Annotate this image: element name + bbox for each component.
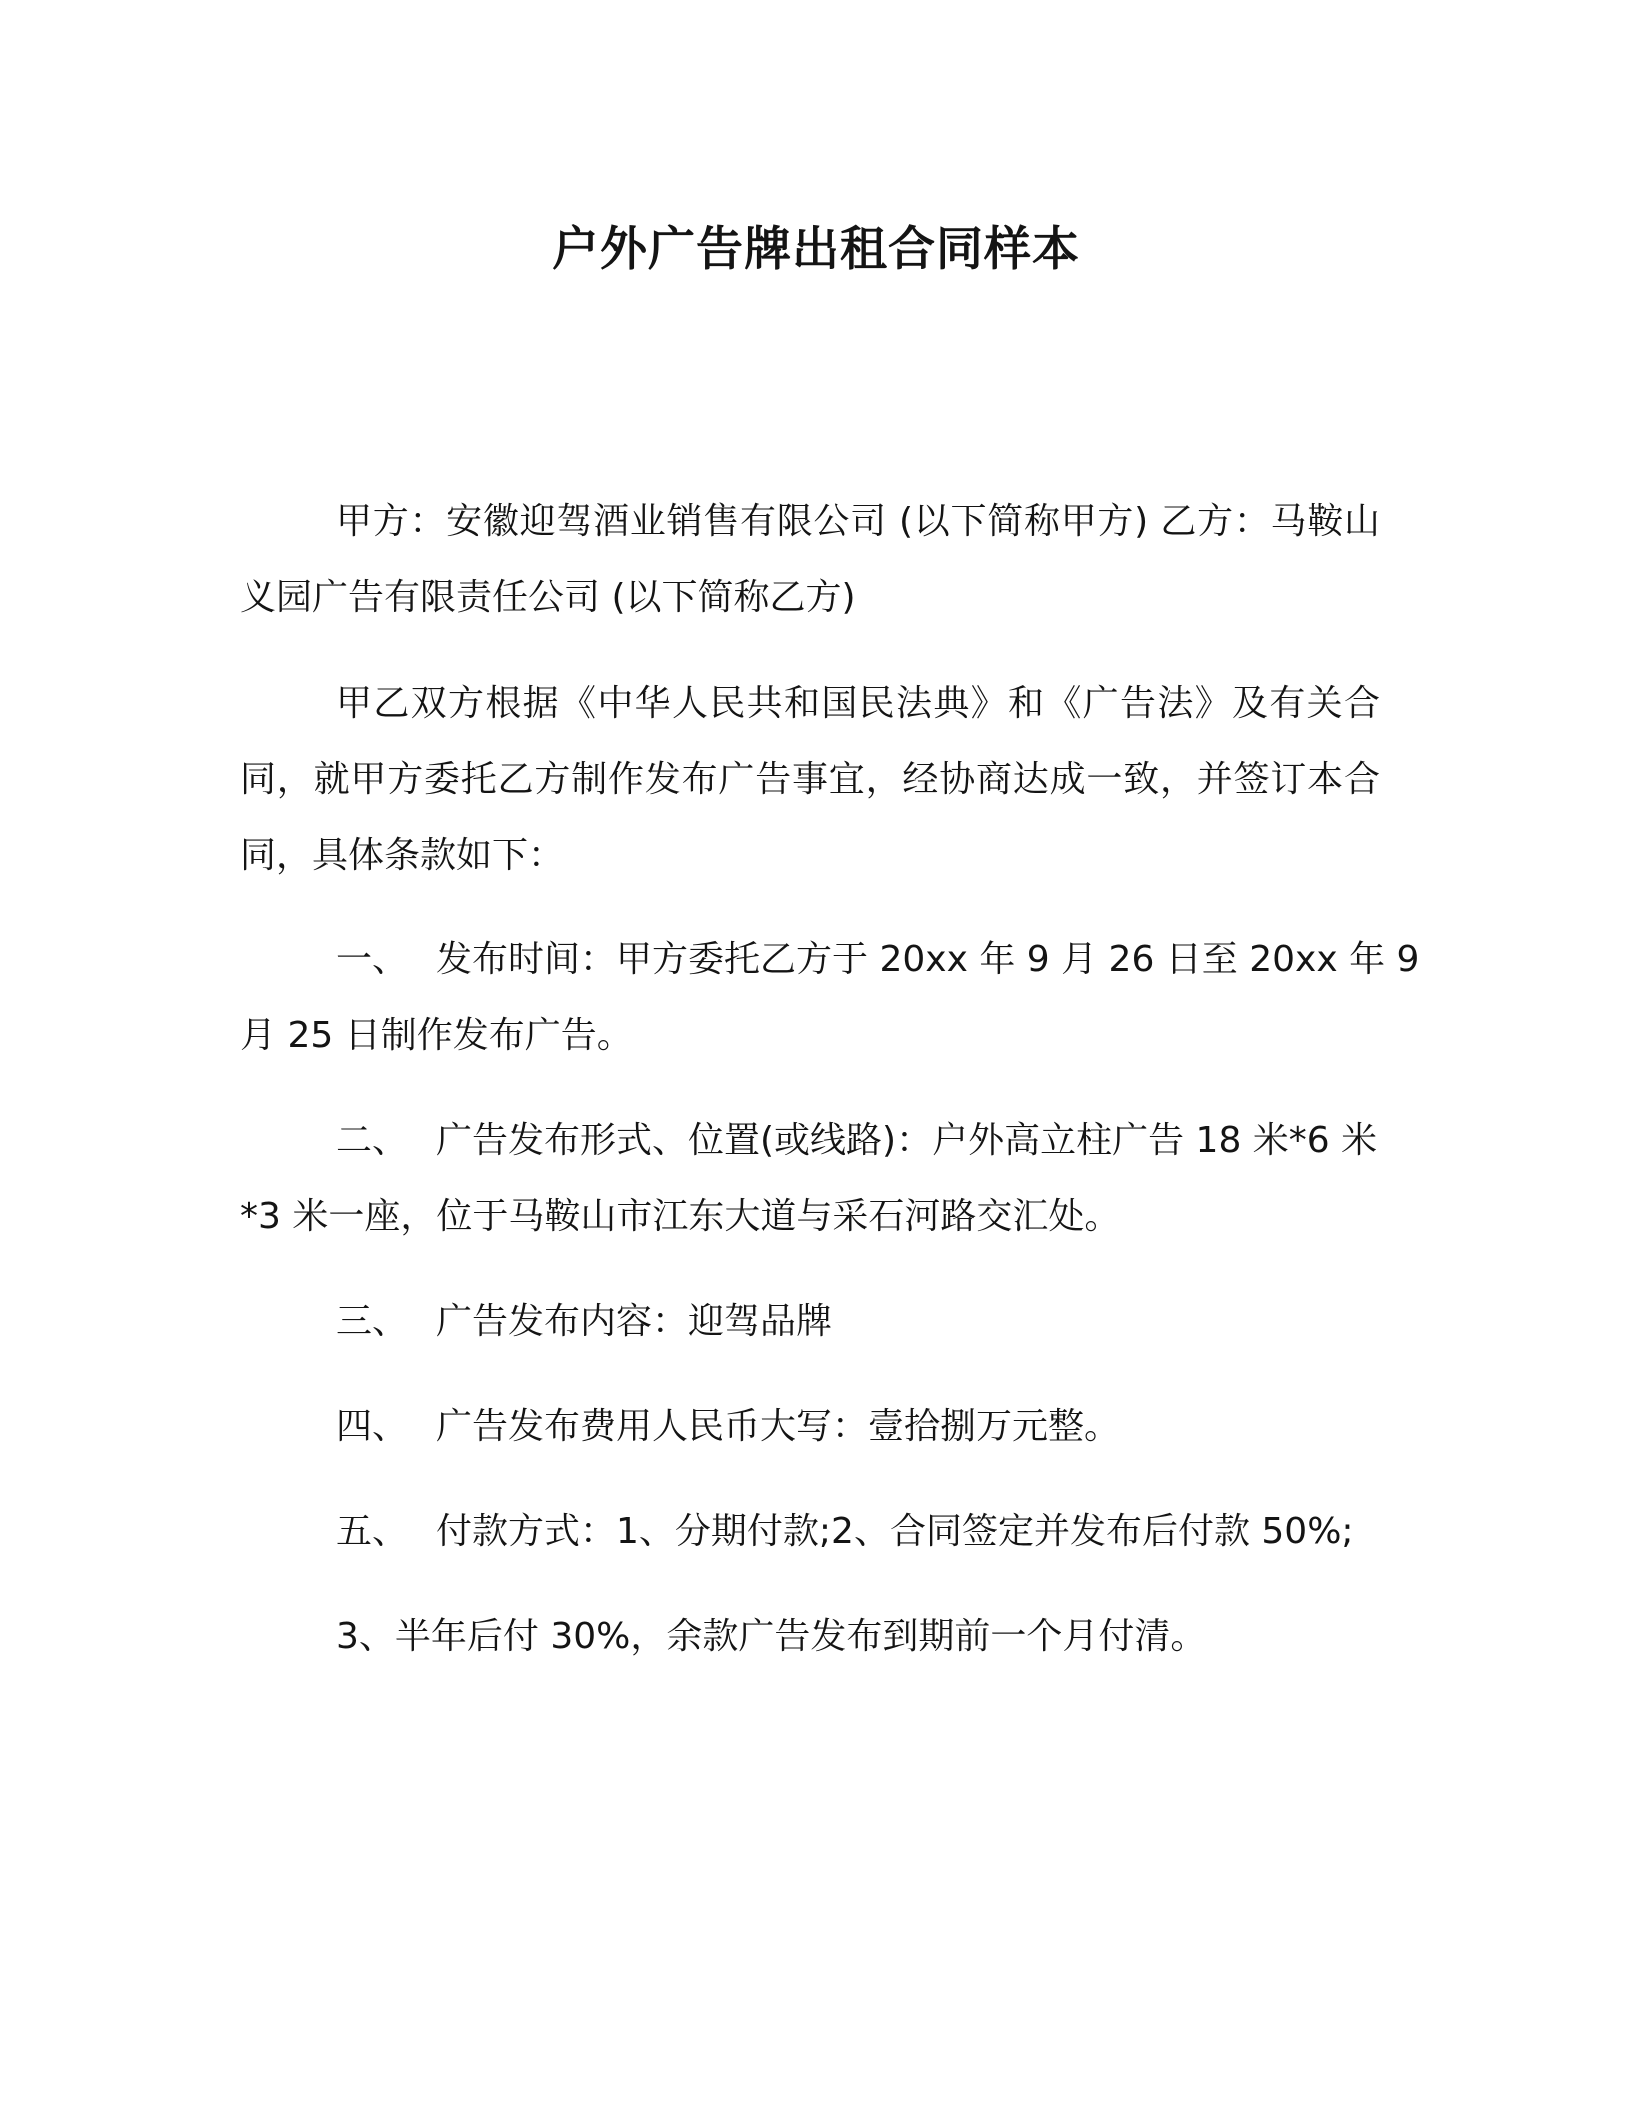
clause-3-number: 三、 [336,1301,409,1342]
parties-paragraph: 甲方：安徽迎驾酒业销售有限公司 (以下简称甲方) 乙方：马鞍山义园广告有限责任公司 (以下简称乙方) [240,501,1380,618]
clause-1-number: 一、 [336,939,409,980]
clause-5-text: 付款方式：1、分期付款;2、合同签定并发布后付款 50%; [436,1511,1354,1552]
clause-2-line-2: *3 米一座，位于马鞍山市江东大道与采石河路交汇处。 [240,1196,1121,1237]
clause-1-line-2: 月 25 日制作发布广告。 [240,1015,633,1056]
clause-4-text: 广告发布费用人民币大写：壹拾捌万元整。 [436,1406,1121,1447]
clause-1-text: 发布时间：甲方委托乙方于 20xx 年 9 月 26 日至 20xx 年 9 [436,939,1420,980]
clause-4-line-1 [336,1389,1120,1465]
clause-5-number: 五、 [336,1511,409,1552]
clause-4-number: 四、 [336,1406,409,1447]
clause-5-line-2: 3、半年后付 30%，余款广告发布到期前一个月付清。 [336,1616,1207,1657]
clause-2-number: 二、 [336,1120,409,1161]
document-title: 户外广告牌出租合同样本 [552,222,1080,277]
clause-3-text: 广告发布内容：迎驾品牌 [436,1301,833,1342]
clause-5-line-1 [336,1494,1354,1570]
clause-2-text: 广告发布形式、位置(或线路)：户外高立柱广告 18 米*6 米 [436,1120,1378,1161]
clause-3-line-1 [336,1284,832,1360]
basis-paragraph: 甲乙双方根据《中华人民共和国民法典》和《广告法》及有关合同，就甲方委托乙方制作发布广告事宜，经协商达成一致，并签订本合同，具体条款如下： [240,683,1380,876]
clause-2-line-1 [336,1103,1377,1179]
clause-1-line-1 [336,922,1419,998]
